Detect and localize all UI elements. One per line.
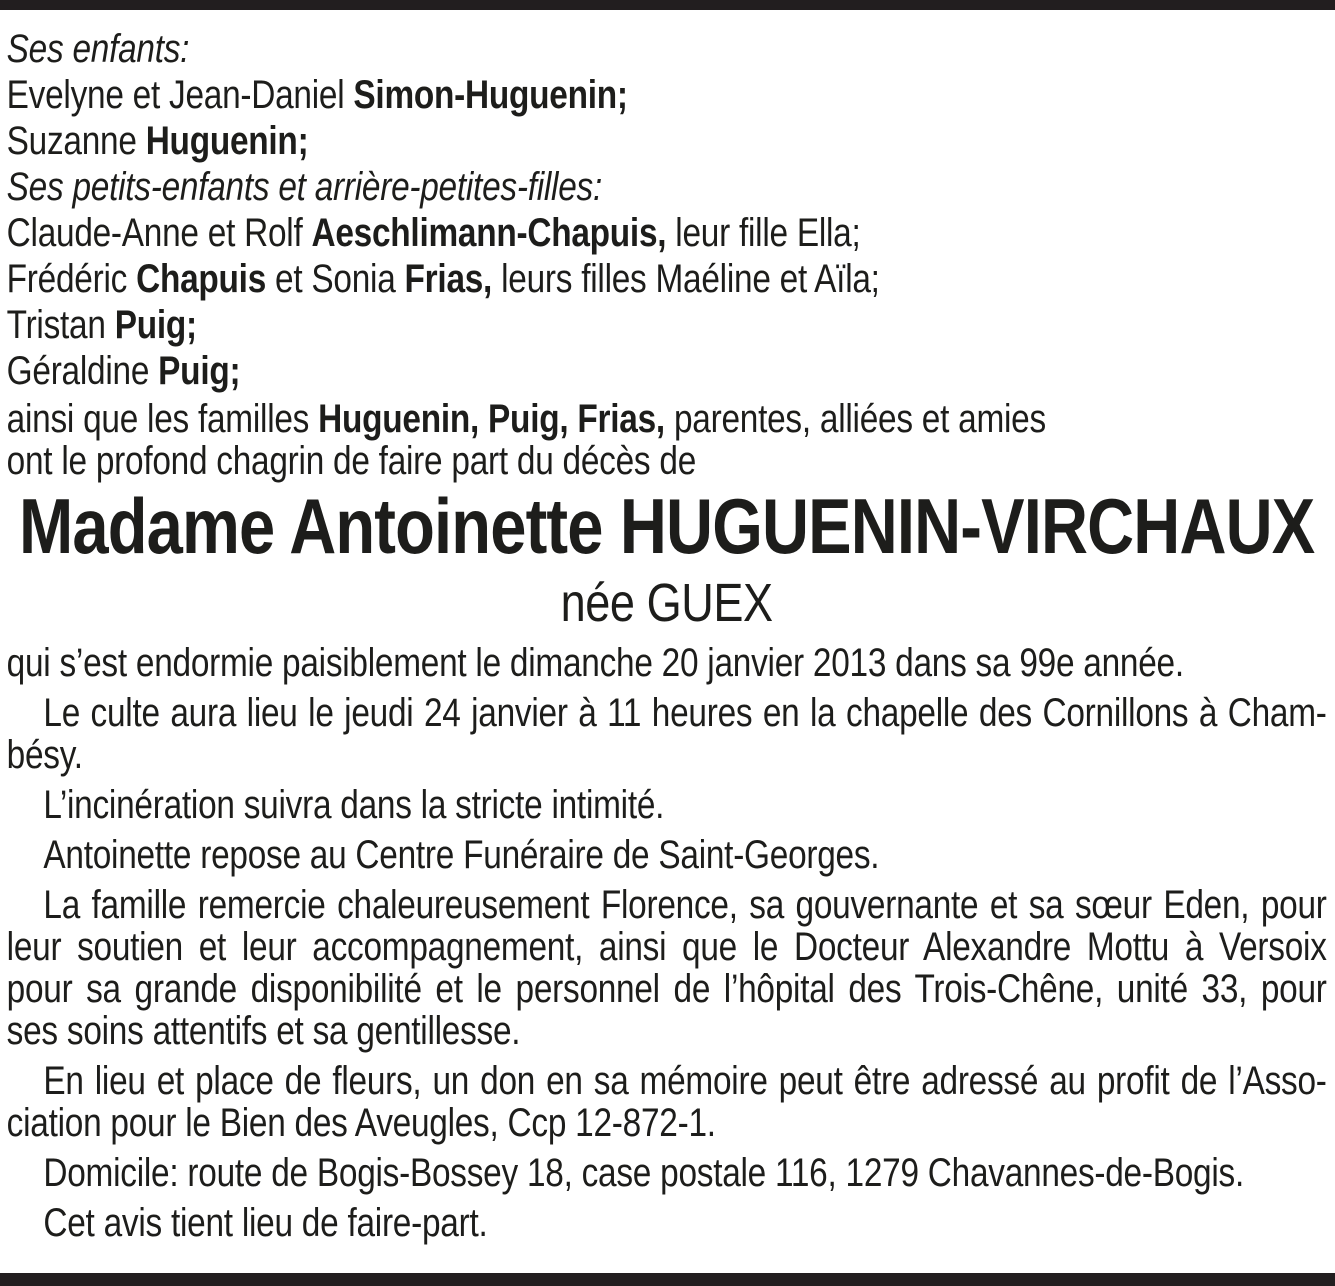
paragraph-line: Antoinette repose au Centre Funéraire de Saint-Georges.	[43, 833, 880, 877]
surname: Huguenin, Puig, Frias,	[318, 397, 665, 441]
intro-lines	[7, 398, 1327, 482]
text-segment: Claude-Anne et Rolf	[6, 211, 312, 255]
paragraph-line: Le culte aura lieu le jeudi 24 janvier à 11 heures en la chapelle des Cornillons à Cham-	[43, 691, 1327, 735]
family-line	[7, 26, 1327, 72]
surname: Puig;	[158, 349, 241, 393]
text-segment: Frédéric	[6, 257, 137, 301]
paragraph-line: leur soutien et leur accompagnement, ainsi que le Docteur Alexandre Mottu à Versoix	[6, 925, 1327, 969]
paragraph-line: La famille remercie chaleureusement Florence, sa gouvernante et sa sœur Eden, pour	[43, 883, 1327, 927]
paragraph-line: pour sa grande disponibilité et le personnel de l’hôpital des Trois-Chêne, unité 33, pour	[6, 967, 1327, 1011]
text-segment: Suzanne	[6, 119, 146, 163]
intro-line	[7, 440, 1327, 482]
body-paragraphs	[7, 642, 1327, 1244]
intro-line	[7, 398, 1327, 440]
text-segment: leur fille Ella;	[666, 211, 861, 255]
surname: Simon-Huguenin;	[353, 73, 628, 117]
text-segment: Tristan	[6, 303, 115, 347]
family-line	[7, 210, 1327, 256]
family-line	[7, 118, 1327, 164]
paragraph-line: En lieu et place de fleurs, un don en sa mémoire peut être adressé au profit de l’Asso-	[43, 1059, 1327, 1103]
paragraph-line: Cet avis tient lieu de faire-part.	[43, 1201, 488, 1245]
text-segment: et Sonia	[266, 257, 405, 301]
text-segment: parentes, alliées et amies	[664, 397, 1046, 441]
family-line	[7, 72, 1327, 118]
family-line	[7, 348, 1327, 394]
paragraph	[7, 884, 1327, 1052]
bottom-rule	[0, 1273, 1335, 1286]
relation-heading: Ses enfants:	[6, 27, 190, 71]
top-rule	[0, 0, 1335, 10]
paragraph-line: qui s’est endormie paisiblement le dimanche 20 janvier 2013 dans sa 99e année.	[6, 641, 1184, 685]
paragraph-line: Domicile: route de Bogis-Bossey 18, case postale 116, 1279 Chavannes-de-Bogis.	[43, 1151, 1245, 1195]
family-line	[7, 302, 1327, 348]
paragraph-line: L’incinération suivra dans la stricte intimité.	[43, 783, 665, 827]
surname: Huguenin;	[145, 119, 309, 163]
notice-content	[0, 10, 1335, 1244]
text-segment: ont le profond chagrin de faire part du décès de	[6, 439, 697, 483]
text-segment: leurs filles Maéline et Aïla;	[492, 257, 880, 301]
maiden-name: née GUEX	[560, 573, 773, 633]
paragraph	[7, 784, 1327, 826]
relation-heading: Ses petits-enfants et arrière-petites-filles:	[6, 165, 602, 209]
paragraph	[7, 1152, 1327, 1194]
family-line	[7, 256, 1327, 302]
paragraph	[7, 642, 1327, 684]
paragraph-line: ciation pour le Bien des Aveugles, Ccp 12-872-1.	[6, 1101, 716, 1145]
surname: Puig;	[114, 303, 197, 347]
paragraph	[7, 692, 1327, 776]
surname: Frias,	[404, 257, 493, 301]
family-list	[7, 26, 1327, 394]
family-line	[7, 164, 1327, 210]
paragraph-line: ses soins attentifs et sa gentillesse.	[6, 1009, 521, 1053]
text-segment: Evelyne et Jean-Daniel	[6, 73, 354, 117]
text-segment: Géraldine	[6, 349, 159, 393]
paragraph	[7, 1060, 1327, 1144]
paragraph-line: bésy.	[6, 733, 83, 777]
text-segment: ainsi que les familles	[6, 397, 319, 441]
deceased-name: Madame Antoinette HUGUENIN-VIRCHAUX	[18, 482, 1315, 570]
surname: Aeschlimann-Chapuis,	[311, 211, 667, 255]
paragraph	[7, 834, 1327, 876]
surname: Chapuis	[136, 257, 267, 301]
paragraph	[7, 1202, 1327, 1244]
